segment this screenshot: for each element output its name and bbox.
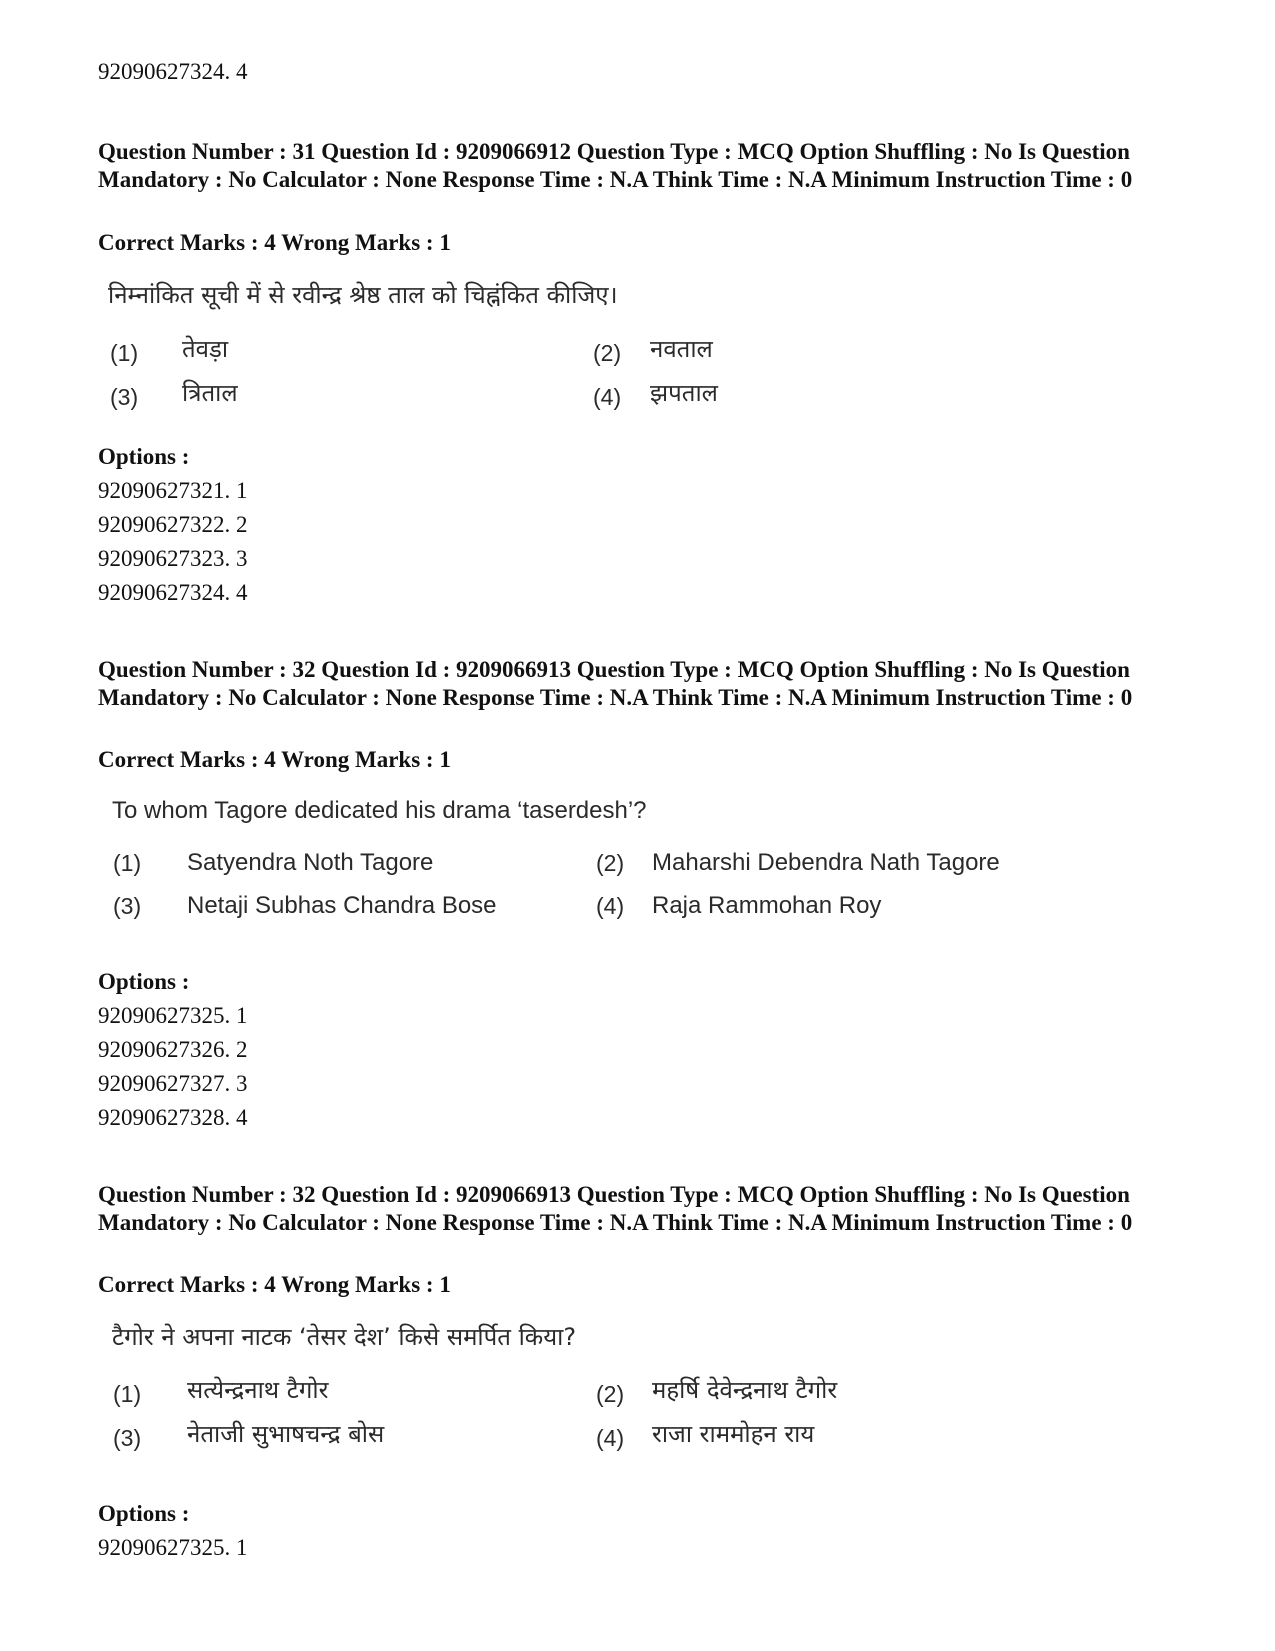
option-line: 92090627322. 2 [98,512,248,537]
answer-1-number: (1) [110,340,139,366]
question-31-marks: Correct Marks : 4 Wrong Marks : 1 [98,230,451,255]
answer-2-text: महर्षि देवेन्द्रनाथ टैगोर [652,1376,838,1404]
option-line: 92090627324. 4 [98,59,248,84]
option-line: 92090627321. 1 [98,478,248,503]
answer-3-number: (3) [110,384,139,410]
answer-2-text: नवताल [650,335,713,363]
option-line: 92090627326. 2 [98,1037,248,1062]
option-line: 92090627325. 1 [98,1003,248,1028]
answer-4-number: (4) [596,893,625,919]
options-label: Options : [98,1501,190,1526]
answer-4-text: Raja Rammohan Roy [652,892,882,919]
answer-4-number: (4) [593,384,622,410]
option-line: 92090627327. 3 [98,1071,248,1096]
options-label: Options : [98,969,190,994]
answer-1-text: तेवड़ा [182,335,229,363]
option-line: 92090627325. 1 [98,1535,248,1560]
question-32-hindi-meta: Question Number : 32 Question Id : 9209066913 Question Type : MCQ Option Shuffling : No Is Question Mandatory : No Calculator : None Response Time : N.A Think Time : N.A Minimum Instruction Time : 0 [98,1182,1133,1235]
answer-3-text: त्रिताल [182,379,238,407]
question-32-hindi-text: टैगोर ने अपना नाटक ‘तेसर देश’ किसे समर्पित किया? [112,1323,577,1351]
answer-1-text: सत्येन्द्रनाथ टैगोर [187,1376,329,1404]
answer-4-number: (4) [596,1425,625,1451]
answer-1-number: (1) [113,1381,142,1407]
answer-3-number: (3) [113,1425,142,1451]
question-31-text: निम्नांकित सूची में से रवीन्द्र श्रेष्ठ ताल को चिह्नंकित कीजिए। [108,281,618,309]
question-32-meta: Question Number : 32 Question Id : 9209066913 Question Type : MCQ Option Shuffling : No Is Question Mandatory : No Calculator : None Response Time : N.A Think Time : N.A Minimum Instruction Time : 0 [98,657,1133,710]
answer-3-text: Netaji Subhas Chandra Bose [187,892,497,919]
answer-3-text: नेताजी सुभाषचन्द्र बोस [187,1420,385,1448]
option-line: 92090627328. 4 [98,1105,248,1130]
question-32-marks: Correct Marks : 4 Wrong Marks : 1 [98,747,451,772]
answer-1-number: (1) [113,850,142,876]
answer-2-text: Maharshi Debendra Nath Tagore [652,849,1000,876]
answer-2-number: (2) [593,340,622,366]
option-line: 92090627324. 4 [98,580,248,605]
options-label: Options : [98,444,190,469]
answer-2-number: (2) [596,1381,625,1407]
answer-3-number: (3) [113,893,142,919]
answer-4-text: राजा राममोहन राय [652,1420,815,1448]
question-31-meta: Question Number : 31 Question Id : 9209066912 Question Type : MCQ Option Shuffling : No Is Question Mandatory : No Calculator : None Response Time : N.A Think Time : N.A Minimum Instruction Time : 0 [98,139,1133,192]
answer-1-text: Satyendra Noth Tagore [187,849,434,876]
question-32-text: To whom Tagore dedicated his drama ‘taserdesh’? [112,797,647,824]
option-line: 92090627323. 3 [98,546,248,571]
answer-2-number: (2) [596,850,625,876]
answer-4-text: झपताल [650,379,718,407]
question-32-hindi-marks: Correct Marks : 4 Wrong Marks : 1 [98,1272,451,1297]
